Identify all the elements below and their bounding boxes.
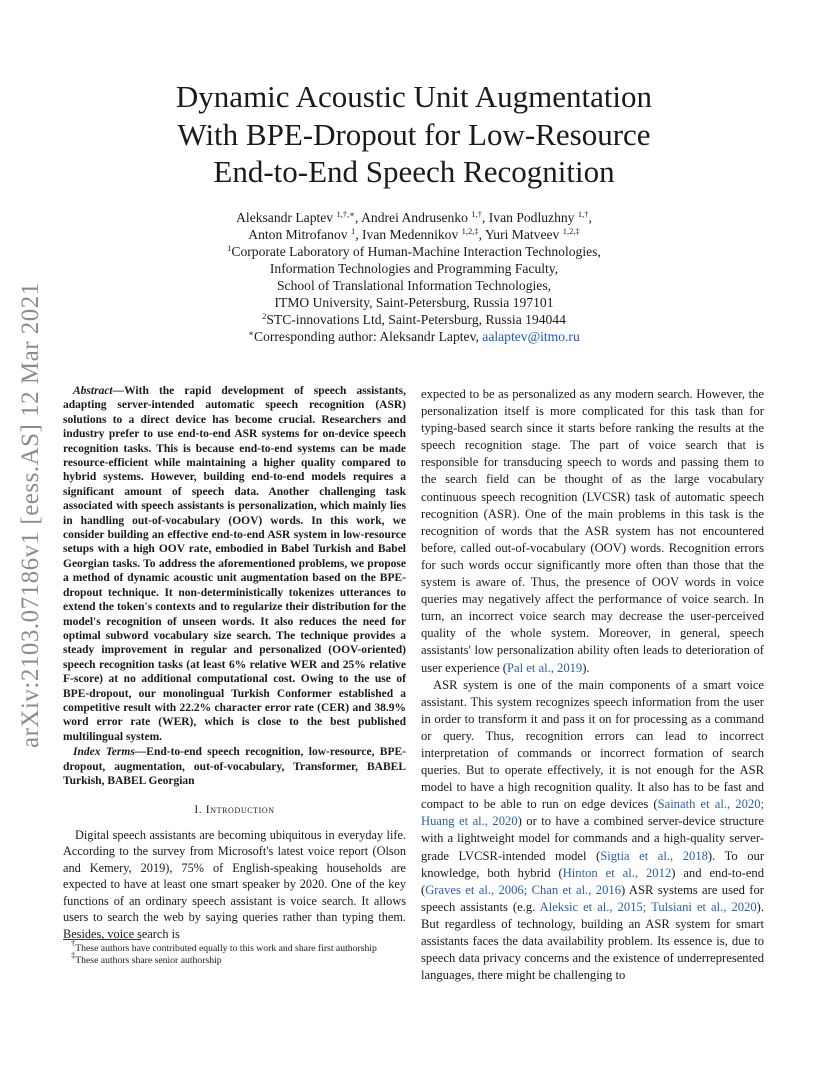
email-link[interactable]: aalaptev@itmo.ru [482,329,580,344]
title-line-1: Dynamic Acoustic Unit Augmentation [175,79,653,114]
affiliation-sup: 2 [262,311,267,321]
corresponding-text: Corresponding author: Aleksandr Laptev, [254,329,483,344]
footnote-mark: ‡ [71,950,76,960]
right-column [421,386,764,984]
index-terms-text: —End-to-end speech recognition, low-resource, BPE-dropout, augmentation, out-of-vocabulary, Transformer, BABEL Turkish, BABEL Georgian [63,746,406,787]
paragraph-text: ASR system is one of the main components of a smart voice assistant. This system recognizes speech information from the user in order to transform it and pass it on for processing as a command or query. Thus, recognition errors can lead to incorrect interpretation of commands or incorrect formation of search queries. But to operate effectively, it is not enough for the ASR model to have a high recognition quality. It also has to be fast and compact to be able to run on edge devices ( [421,677,764,812]
abstract-text: —With the rapid development of speech assistants, adapting server-intended automatic speech recognition (ASR) solutions to a direct device has become crucial. Researchers and industry prefer to use end-to-end ASR systems for on-device speech recognition tasks. This is because end-to-end systems can be made resource-efficient while maintaining a higher quality compared to hybrid systems. However, building end-to-end models requires a significant amount of speech data. Another challenging task associated with speech assistants is personalization, which mainly lies in handling out-of-vocabulary (OOV) words. In this work, we consider building an effective end-to-end ASR system in low-resource setups with a high OOV rate, embodied in Babel Turkish and Babel Georgian tasks. To address the aforementioned problems, we propose a method of dynamic acoustic unit augmentation based on the BPE-dropout technique. It non-deterministically tokenizes utterances to extend the token's contexts and to regularize their distribution for the model's recognition of unseen words. It also reduces the need for optimal subword vocabulary size search. The technique provides a steady improvement in regular and personalized (OOV-oriented) speech recognition tasks (at least 6% relative WER and 25% relative F-score) at no additional computational cost. Owing to the use of BPE-dropout, our monolingual Turkish Conformer established a competitive result with 22.2% character error rate (CER) and 38.9% word error rate (WER), which is close to the best published multilingual system. [63,385,406,743]
footnote-2 [63,950,406,967]
corresponding-sup: ∗ [248,328,255,338]
affiliation-text: Corporate Laboratory of Human-Machine Interaction Technologies, [231,244,601,259]
paragraph-text: ). To our knowledge, both hybrid ( [421,848,765,880]
abstract [63,384,406,744]
intro-paragraph-1: Digital speech assistants are becoming ubiquitous in everyday life. According to the survey from Microsoft's latest voice report (Olson and Kemery, 2019), 75% of English-speaking households are expected to have at least one smart speaker by 2020. One of the key functions of an ordinary speech assistant is voice search. It allows users to search the web by saying queries rather than typing them. Besides, voice search is [63,827,406,941]
author-affil-sup: 1,†,∗ [336,209,356,219]
paragraph-text: ) or to have a combined server-device structure with a lightweight model for commands and a high-quality server-grade LVCSR-intended model ( [421,814,764,863]
arxiv-stamp-text: arXiv:2103.07186v1 [eess.AS] 12 Mar 2021 [17,282,44,748]
paragraph-text: ). But regardless of technology, building an ASR system for smart assistants faces the data availability problem. Its essence is, due to speech data privacy concerns and the existence of underrepresented languages, there might be challenging to [421,899,764,983]
right-paragraph-2 [421,677,764,985]
paper-title [100,78,728,191]
citation-link[interactable]: Sigtia et al., 2018 [600,848,708,863]
author-name: , Yuri Matveev [478,227,563,242]
author-line-1 [130,209,698,226]
footnotes [63,938,406,967]
corresponding-author [130,328,698,345]
abstract-label: Abstract [73,385,113,397]
author-name: , Ivan Medennikov [355,227,462,242]
affiliation-sup: 1 [227,243,232,253]
footnote-text: These authors share senior authorship [75,955,222,966]
arxiv-stamp [16,250,44,750]
footnote-text: These authors have contributed equally to this work and share first authorship [75,943,377,954]
citation-link[interactable]: Sainath et al., 2020; Huang et al., 2020 [421,797,764,829]
affiliation-text: STC-innovations Ltd, Saint-Petersburg, Russia 194044 [266,312,566,327]
title-line-2: With BPE-Dropout for Low-Resource [177,116,651,152]
author-name: Aleksandr Laptev [236,210,337,225]
affiliation-2 [130,311,698,328]
citation-link[interactable]: Hinton et al., 2012 [562,865,672,880]
right-paragraph-1 [421,386,764,677]
footnote-1 [63,938,406,955]
index-terms-label: Index Terms [73,746,135,759]
paragraph-text: ) and end-to-end ( [421,865,764,897]
author-separator: , [588,210,592,225]
author-line-2 [130,226,698,243]
paragraph-text: ). [582,660,590,675]
left-column [63,384,406,942]
affiliation-1-line-3: School of Translational Information Technologies, [276,278,552,293]
author-name: , Andrei Andrusenko [355,210,472,225]
author-affil-sup: 1 [350,226,356,236]
author-name: Anton Mitrofanov [248,227,351,242]
paragraph-text: ) ASR systems are used for speech assistants (e.g. [421,882,764,914]
section-heading-introduction: I. Introduction [194,803,275,817]
footnote-mark: † [71,938,76,948]
author-block [130,209,698,345]
author-affil-sup: 1,2,‡ [461,226,479,236]
citation-link[interactable]: Aleksic et al., 2015; Tulsiani et al., 2020 [539,899,757,914]
author-name: , Ivan Podluzhny [481,210,578,225]
affiliation-1-line-4: ITMO University, Saint-Petersburg, Russia 197101 [274,295,554,310]
affiliation-1-line-2: Information Technologies and Programming Faculty, [269,261,559,276]
paragraph-text: expected to be as personalized as any modern search. However, the personalization itself is more complicated for this task than for typing-based search since it starts before ranking the results at the speech recognition stage. The part of voice search that is responsible for transducing speech to words and passing them to the search field can be thought of as the large vocabulary continuous speech recognition (LVCSR) task of automatic speech recognition (ASR). One of the main problems in this task is the recognition of words that the ASR system has not encountered before, called out-of-vocabulary (OOV) words. Recognition errors for such words occur significantly more often than those that the system is aware of. Thus, the presence of OOV words in voice queries may negatively affect the performance of voice search. In turn, an incorrect voice search may decrease the user-perceived quality of the whole system. Moreover, in general, speech assistants' low personalization ability often leads to deterioration of user experience ( [421,387,764,675]
index-terms [63,745,406,788]
author-affil-sup: 1,† [577,209,589,219]
citation-link[interactable]: Pal et al., 2019 [507,660,583,675]
author-affil-sup: 1,2,‡ [562,226,580,236]
author-affil-sup: 1,† [471,209,482,219]
title-line-3: End-to-End Speech Recognition [213,154,615,189]
arxiv-stamp-graphic [16,250,44,750]
citation-link[interactable]: Graves et al., 2006; Chan et al., 2016 [425,882,621,897]
affiliation-1-line-1 [130,243,698,260]
